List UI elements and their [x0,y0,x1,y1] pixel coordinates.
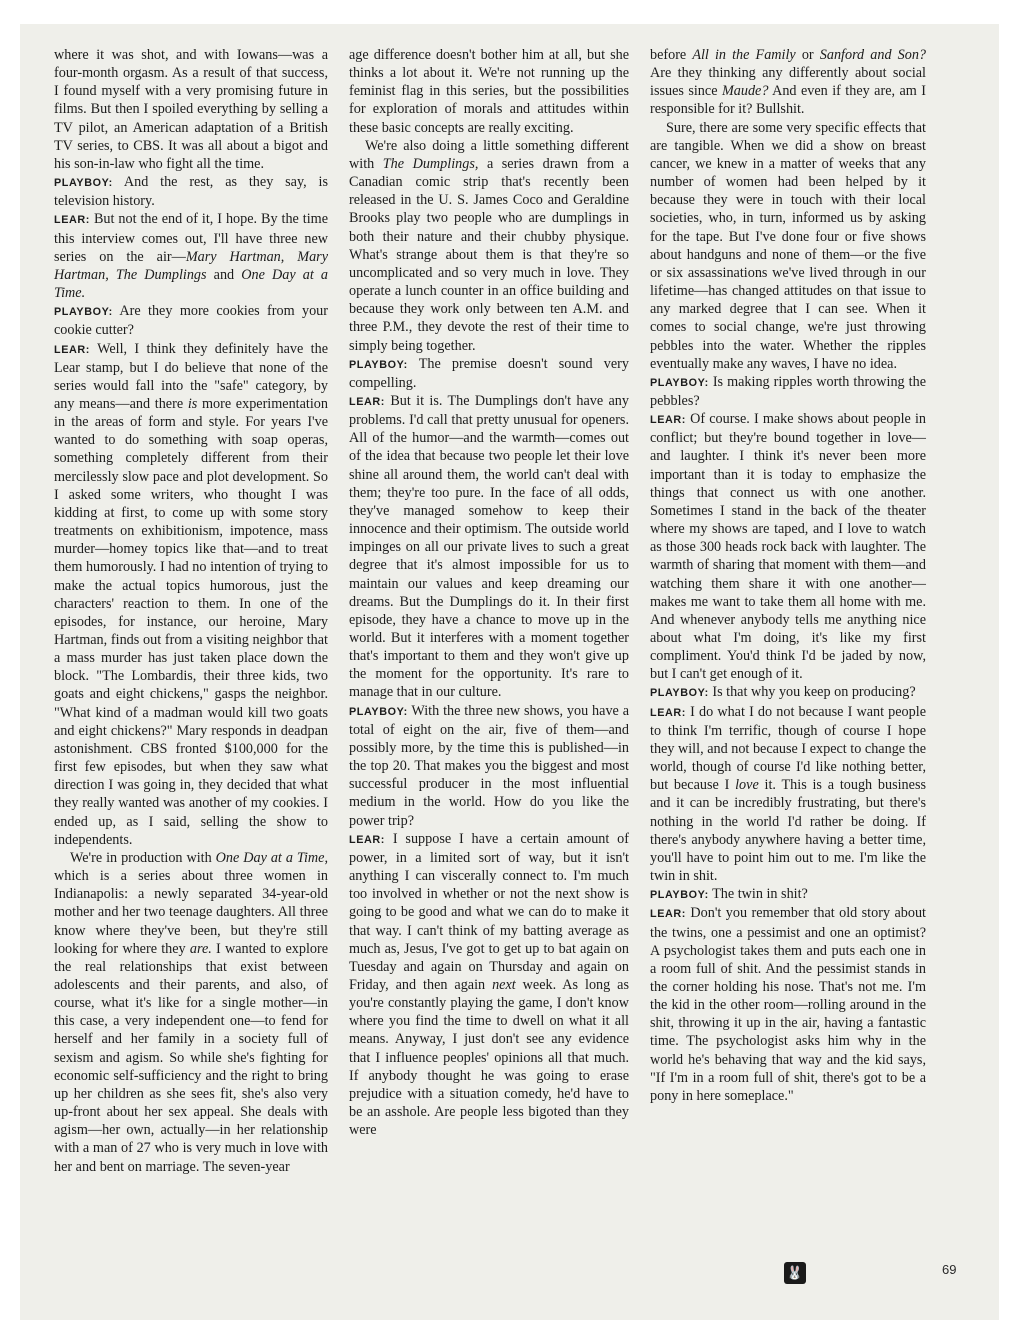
text-run: Is that why you keep on producing? [708,684,916,701]
text-run: Of course. I make shows about people in conflict; but they're bound together in love—and laughter. I think it's never been more important than it is today to emphasize the things that connect us with one another. Sometimes I stand in the back of the theater where my shows are taped, and I love to watch as those 300 heads rock back with laughter. The warmth of sharing that moment with them—and watching them share it with one another—makes me want to take them all home with me. And whenever anybody tells me anything nice about what I'm doing, it's like my first compliment. You'd think I'd be jaded by now, but I can't get enough of it. [650,411,926,683]
paragraph [54,340,328,849]
page-number: 69 [942,1262,957,1277]
text-run: and [206,266,242,283]
speaker-label: PLAYBOY: [349,705,408,718]
paragraph [54,173,328,210]
text-run: The premise doesn't sound very compelling. [349,355,629,391]
italic-text: next [492,976,516,993]
speaker-label: LEAR: [650,706,686,719]
italic-text: One Day at a Time, [215,849,328,866]
text-run: Are they thinking any differently about social issues since [650,65,926,100]
speaker-label: PLAYBOY: [650,889,709,902]
speaker-label: PLAYBOY: [650,687,709,700]
text-run: Are they more cookies from your cookie cutter? [54,303,328,339]
paragraph [650,373,926,410]
text-run: which is a series about three women in Indianapolis: a newly separated 34-year-old mother and her two teenage daughters. All three know where they've been, but they're still looking for where they [54,868,328,957]
speaker-label: PLAYBOY: [54,306,113,319]
paragraph [650,46,926,119]
text-run: or [795,47,820,63]
italic-text: One Day at a Time. [54,266,328,302]
paragraph [650,119,926,373]
italic-text: The Dumplings, [382,155,479,172]
speaker-label: LEAR: [650,908,686,921]
magazine-page [20,24,999,1320]
text-run: But it is. The Dumplings don't have any problems. I'd call that pretty unusual for openers. All of the humor—and the warmth—comes out of the idea that because two people let their love shine all around them, the world can't deal with them; they're too pure. In the face of all odds, they've managed somehow to keep their innocence and their optimism. The outside world impinges on all our private lives to such a great degree that it's almost impossible for us to maintain our values and keep dreaming our dreams. But the Dumplings do it. In their first episode, they have a chance to move up in the world. But it interferes with a moment together that's important to them and they won't give up the moment for the opportunity. It's rare to manage that in our culture. [349,392,629,701]
text-run: before [650,47,693,63]
speaker-label: LEAR: [54,343,90,356]
paragraph [349,355,629,392]
speaker-label: PLAYBOY: [349,358,408,371]
paragraph [650,410,926,683]
text-run: I suppose I have a certain amount of power, in a limited sort of way, but it isn't anything I can viscerally connect to. I'm much too involved in whether or not the next show is going to be good and what we can do to make it that way. I can't think of my batting average as much as, Jesus, I've got to get up to bat again on Tuesday and again on Thursday and again on Friday, and then again [349,830,629,993]
text-run: Sure, there are some very specific effects that are tangible. When we did a show on breast cancer, we knew in a matter of weeks that any number of women had been helped by it because they were in touch with their local societies, who, in turn, informed us by asking for the tape. But I've done four or five shows about handguns and none of them—or the five or six assassinations we've lived through in our lifetime—has changed attitudes on that issue to any marked degree that I can see. When it comes to social change, we're just throwing pebbles into the water. Whether the ripples eventually make any waves, I have no idea. [650,119,926,372]
speaker-label: LEAR: [349,395,385,408]
paragraph [54,302,328,339]
paragraph [54,46,328,173]
paragraph [650,885,926,904]
text-run: week. As long as you're constantly playing the game, I don't know where you find the time to dwell on what it all means. Anyway, I just don't see any evidence that I influence peoples' opinions all that much. If anybody thought he was going to erase prejudice with a situation comedy, he'd have to be an asshole. Are people less bigoted than they were [349,976,629,1139]
paragraph [349,137,629,355]
paragraph [650,904,926,1105]
text-column-3 [650,46,926,1105]
text-run: I wanted to explore the real relationships that exist between adolescents and their parents, and also, of course, what it's like for a single mother—in this case, a very independent one—to fend for herself and her family in a society full of sexism and agism. So while she's fighting for economic self-sufficiency and the right to bring up her children as she sees fit, she's also very up-front about her sex appeal. She deals with agism—her own, actually—in her relationship with a man of 27 who is very much in love with her and bent on marriage. The seven-year [54,940,328,1175]
italic-text: Sanford and Son? [819,47,927,63]
end-mark-icon: 🐰 [784,1262,806,1284]
speaker-label: LEAR: [349,833,385,846]
italic-text: All in the Family [692,47,796,63]
text-run: I do what I do not because I want people to think I'm terrific, though of course I hope they will, and not because I expect to change the world, though of course I'd like nothing better, but because I [650,703,926,794]
text-run: We're in production with [70,849,216,866]
text-run: Don't you remember that old story about the twins, one a pessimist and one an optimist? A psychologist takes them and puts each one in a room full of shit. And the pessimist stands in the corner holding his nose. That's not me. I'm the kid in the other room—rolling around in the shit, throwing it up in the air, having a fantastic time. The psychologist asks him why in the world he's behaving that way and the kid says, "If I'm in a room full of shit, there's got to be a pony in here someplace." [650,905,926,1104]
text-run: And even if they are, am I responsible for it? Bullshit. [650,83,926,118]
text-run: a series drawn from a Canadian comic strip that's recently been released in the U. S. James Coco and Geraldine Brooks play two people who are dumplings in both their nature and their chubby physique. What's strange about them is that they're so uncomplicated and so very much in love. They operate a lunch counter in an office building and because they work only between ten A.M. and three P.M., they devote the rest of their time to simply being together. [349,155,629,354]
italic-text: Maude? [721,83,769,100]
text-run: The twin in shit? [708,886,808,903]
italic-text: love [735,777,759,794]
italic-text: is [187,395,198,412]
text-column-1 [54,46,328,1176]
paragraph [54,210,328,302]
text-run: Well, I think they definitely have the Lear stamp, but I do believe that none of the series would fall into the "safe" category, by any means—and there [54,340,328,412]
speaker-label: PLAYBOY: [650,376,709,389]
text-run: it. This is a tough business and it can be incredibly frustrating, but there's nothing in the world I'd rather be doing. If there's anybody anywhere having a better time, you'll have to point him out to me. I'm like the twin in shit. [650,777,926,885]
paragraph [349,830,629,1140]
paragraph [54,849,328,1176]
text-run: Is making ripples worth throwing the pebbles? [650,373,926,409]
text-column-2 [349,46,629,1139]
speaker-label: PLAYBOY: [54,177,113,190]
text-run: And the rest, as they say, is television history. [54,174,328,210]
paragraph [349,46,629,137]
italic-text: are. [189,940,212,957]
text-run: age difference doesn't bother him at all, but she thinks a lot about it. We're not running up the feminist flag in this series, but the possibilities for exploration of morals and attitudes within these basic concepts are really exciting. [349,47,629,136]
text-run: But not the end of it, I hope. By the time this interview comes out, I'll have three new series on the air— [54,211,328,265]
paragraph [349,392,629,702]
paragraph [349,702,629,830]
speaker-label: LEAR: [54,214,90,227]
text-run: With the three new shows, you have a total of eight on the air, five of them—and possibly more, by the time this is published—in the top 20. That makes you the biggest and most successful producer in the most influential medium in the world. How do you like the power trip? [349,702,629,829]
text-run: where it was shot, and with Iowans—was a four-month orgasm. As a result of that success, I found myself with a very promising future in films. But then I spoiled everything by selling a TV pilot, an American adaptation of a British TV series, to CBS. It was all about a bigot and his son-in-law who fight all the time. [54,47,328,172]
text-run: We're also doing a little something different with [349,137,629,172]
speaker-label: LEAR: [650,414,686,427]
paragraph [650,683,926,702]
italic-text: Mary Hartman, Mary Hartman, The Dumplings [54,248,328,283]
text-run: more experimentation in the areas of form and style. For years I've wanted to do something with soap operas, something completely different from their mercilessly slow pace and plot development. So I asked some writers, who thought I was kidding at first, to come up with some story treatments on exhibitionism, impotence, mass murder—homey topics like that—and to treat them humorously. I had no intention of trying to make the actual topics humorous, just the characters' reaction to them. In one of the episodes, for instance, our heroine, Mary Hartman, finds out from a visiting neighbor that a mass murder has just taken place down the block. "The Lombardis, their three kids, two goats and eight chickens," gasps the neighbor. "What kind of a madman would kill two goats and eight chickens?" Mary responds in deadpan astonishment. CBS fronted $100,000 for the first few episodes, but when they saw what direction I was going in, they decided that what they really wanted was another of my cookies. I ended up, as I said, selling the show to independents. [54,395,328,848]
paragraph [650,703,926,886]
